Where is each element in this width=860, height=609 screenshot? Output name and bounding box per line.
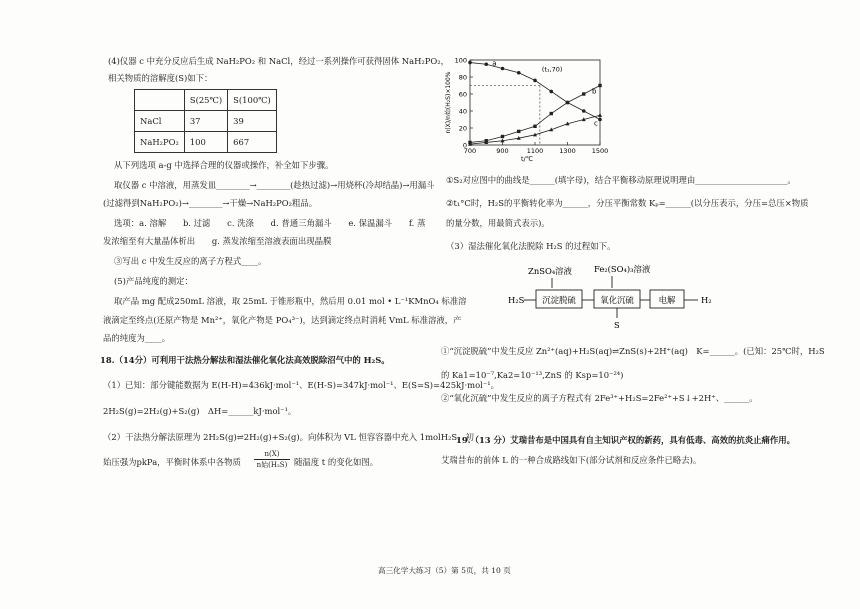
box-oxidation-label: 氧化沉硫 [600, 295, 634, 305]
choose-step: 从下列选项 a-g 中选择合理的仪器或操作，补全如下步骤。 [114, 160, 334, 170]
q18-4a: 始压强为pkPa，平衡时体系中各物质 [103, 457, 241, 467]
data-point-b [533, 125, 536, 128]
q5-3: 品的纯度为____。 [103, 333, 170, 343]
data-point-a [517, 71, 521, 75]
q19-line1: 19.（13 分）艾瑞昔布是中国具有自主知识产权的新药，具有低毒、高效的抗炎止痛作用。 [456, 435, 796, 445]
step-1: 取仪器 c 中溶液，用蒸发皿________→________(趁热过滤)→用烧杯(冷却结晶)→用漏斗 [114, 180, 435, 190]
data-point-a [501, 67, 505, 71]
fraction-denominator: n始(H₂S) [256, 461, 288, 469]
options-1: 选项：a. 溶解 b. 过滤 c. 洗涤 d. 普通三角漏斗 e. 保温漏斗 f. 蒸 [114, 218, 426, 228]
data-point-b [598, 84, 601, 87]
q18-1: （1）已知：部分键能数据为 E(H-H)=436kJ·mol⁻¹、E(H-S)=347kJ·mol⁻¹、E(S=S)=425kJ·mol⁻¹。 [103, 380, 499, 390]
reagent-fe2so43: Fe₂(SO₄)₃溶液 [594, 264, 651, 274]
table-header-cell: S(100℃) [228, 90, 277, 111]
series-line-a [470, 63, 600, 120]
x-tick-label: 1300 [559, 147, 576, 155]
q18-4b: 随温度 t 的变化如图。 [294, 457, 379, 467]
q-t1-line2: 的量分数，用最简式表示)。 [446, 218, 550, 228]
table-header-row [135, 90, 277, 111]
table-row [135, 111, 277, 132]
table-cell: 37 [184, 111, 227, 132]
data-point-a [549, 90, 553, 94]
chart-plot-area [444, 57, 608, 164]
table-header-cell [135, 90, 185, 111]
reagent-znso4: ZnSO₄溶液 [528, 266, 572, 276]
data-point-b [517, 130, 520, 133]
box-precipitation-label: 沉淀脱硫 [542, 295, 576, 305]
x-tick-label: 1500 [591, 147, 609, 155]
y-tick-label: 100 [454, 56, 467, 65]
y-tick-label: 20 [458, 124, 467, 133]
table-cell: NaH₂PO₂ [135, 132, 185, 153]
data-point-a [533, 79, 537, 83]
q3-1-line1: ①“沉淀脱硫”中发生反应 Zn²⁺(aq)+H₂S(aq)⇌ZnS(s)+2H⁺(aq) K=______。(已知：25℃时，H₂S [441, 346, 825, 356]
x-tick-label: 1100 [526, 147, 544, 155]
equilibrium-chart [440, 55, 615, 167]
table-header-cell: S(25℃) [184, 90, 227, 111]
y-axis-label: n(X)/n始(H₂S)×100% [445, 71, 452, 134]
x-tick-label: 700 [463, 147, 477, 155]
product-s: S [614, 320, 620, 330]
annotation-label: (t₁,70) [541, 65, 563, 74]
input-h2s: H₂S [508, 295, 525, 305]
box-electrolysis-label: 电解 [658, 295, 676, 305]
data-point-c [598, 113, 602, 117]
table-row [135, 132, 277, 153]
q4-intro: (4)仪器 c 中充分反应后生成 NaH₂PO₂ 和 NaCl，经过一系列操作可获得固体 NaH₂PO₂， [108, 56, 449, 66]
data-point-a [598, 118, 602, 122]
table-cell: 39 [228, 111, 277, 132]
series-label-b: b [592, 87, 597, 96]
table-cell: 100 [184, 132, 227, 153]
q3-title: （3）湿法催化氧化法脱除 H₂S 的过程如下。 [446, 241, 616, 251]
step-2: (过滤得到NaH₂PO₂)→________→干燥→NaH₂PO₂粗品。 [103, 198, 318, 208]
data-point-b [550, 112, 553, 115]
q4-3: ③写出 c 中发生反应的离子方程式____。 [114, 256, 267, 266]
data-point-a [468, 61, 472, 65]
y-tick-label: 0 [462, 141, 467, 150]
q3-1-line2: 的 Ka1=10⁻⁷,Ka2=10⁻¹³,ZnS 的 Ksp=10⁻²⁴) [441, 370, 624, 380]
y-tick-label: 80 [458, 73, 467, 82]
q18-title: 18.（14分）可利用干法热分解法和湿法催化氧化法高效脱除沼气中的 H₂S。 [100, 355, 390, 365]
page-footer: 高三化学大练习（5）第 5页，共 10 页 [378, 566, 511, 575]
data-point-a [582, 109, 586, 113]
q-s2-curve: ①S₂对应图中的曲线是______(填字母)，结合平衡移动原理说明理由______________________。 [446, 175, 796, 185]
q5-1: 取产品 mg 配成250mL 溶液，取 25mL 于锥形瓶中，然后用 0.01 mol • L⁻¹KMnO₄ 标准溶 [114, 296, 467, 306]
q3-2: ②“氧化沉硫”中发生反应的离子方程式有 2Fe³⁺+H₂S=2Fe²⁺+S↓+2H⁺、______。 [441, 393, 758, 403]
q-t1-line1: ②t₁°C时，H₂S的平衡转化率为______，分压平衡常数 Kₚ=______(以分压表示，分压=总压×物质 [446, 198, 809, 208]
table-cell: NaCl [135, 111, 185, 132]
fraction-numerator: n(X) [254, 450, 290, 460]
q5-title: (5)产品纯度的测定： [114, 276, 193, 286]
output-h2: H₂ [701, 295, 712, 305]
data-point-b [566, 101, 569, 104]
series-label-c: c [594, 119, 598, 128]
q19-line2: 艾瑞昔布的前体 L 的一种合成路线如下(部分试剂和反应条件已略去)。 [441, 455, 702, 465]
options-2: 发浓缩至有大量晶体析出 g. 蒸发浓缩至溶液表面出现晶膜 [103, 236, 332, 246]
plot-frame [470, 60, 600, 145]
x-tick-label: 900 [496, 147, 509, 155]
q18-3: （2）干法热分解法原理为 2H₂S(g)⇌2H₂(g)+S₂(g)。向体积为 VL 恒容容器中充入 1molH₂S，初 [103, 432, 474, 442]
x-axis-label: t/℃ [520, 155, 534, 163]
series-label-a: a [492, 59, 497, 68]
q18-2: 2H₂S(g)=2H₂(g)+S₂(g) ΔH=______kJ·mol⁻¹。 [103, 406, 297, 416]
q4-intro-2: 相关物质的溶解度(S)如下： [108, 73, 213, 83]
data-point-b [501, 135, 504, 138]
table-cell: 667 [228, 132, 277, 153]
y-tick-label: 60 [458, 90, 467, 99]
data-point-a [484, 62, 488, 66]
solubility-table [134, 89, 277, 153]
process-flow-diagram [508, 262, 728, 330]
q5-2: 液滴定至终点(还原产物是 Mn²⁺，氧化产物是 PO₄³⁻)，达到滴定终点时消耗 VmL 标准溶液，产 [103, 315, 462, 325]
data-point-b [582, 92, 585, 95]
y-tick-label: 40 [458, 107, 467, 116]
